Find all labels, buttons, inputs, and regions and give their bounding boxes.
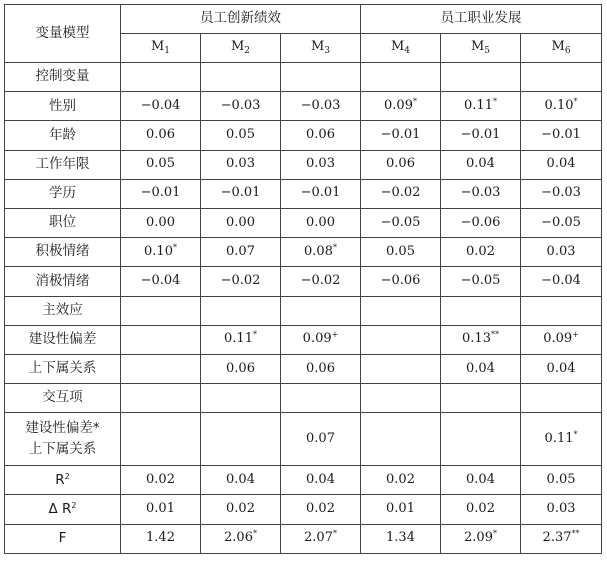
cell: −0.02 bbox=[201, 267, 281, 296]
table-row bbox=[5, 179, 602, 208]
cell: 0.02 bbox=[201, 495, 281, 524]
cell: 0.01 bbox=[361, 495, 441, 524]
cell: 0.06 bbox=[121, 121, 201, 150]
cell: 0.05 bbox=[121, 150, 201, 179]
cell: 0.02 bbox=[441, 495, 521, 524]
cell: 0.03 bbox=[201, 150, 281, 179]
row-label: $R^2$ bbox=[5, 466, 121, 495]
cell: 0.11* bbox=[521, 413, 602, 466]
model-header: $M_3$ bbox=[281, 34, 361, 63]
cell: −0.03 bbox=[521, 179, 602, 208]
cell bbox=[521, 384, 602, 413]
table-row bbox=[5, 63, 602, 92]
row-label: 建设性偏差 bbox=[5, 325, 121, 354]
cell bbox=[441, 384, 521, 413]
cell bbox=[281, 384, 361, 413]
cell: 0.05 bbox=[361, 238, 441, 267]
cell: 0.04 bbox=[521, 354, 602, 383]
cell: 0.10* bbox=[121, 238, 201, 267]
cell: 0.04 bbox=[281, 466, 361, 495]
cell bbox=[441, 296, 521, 325]
cell: 2.07* bbox=[281, 524, 361, 553]
cell bbox=[361, 296, 441, 325]
cell: 0.09+ bbox=[521, 325, 602, 354]
cell bbox=[121, 296, 201, 325]
cell: 0.02 bbox=[121, 466, 201, 495]
cell bbox=[521, 63, 602, 92]
cell: 0.04 bbox=[201, 466, 281, 495]
table-row bbox=[5, 92, 602, 121]
table-row bbox=[5, 208, 602, 237]
cell: 0.06 bbox=[281, 121, 361, 150]
cell: 0.02 bbox=[441, 238, 521, 267]
table-body bbox=[5, 63, 602, 413]
cell: −0.02 bbox=[281, 267, 361, 296]
cell bbox=[441, 63, 521, 92]
cell bbox=[121, 413, 201, 466]
model-header: $M_2$ bbox=[201, 34, 281, 63]
cell: −0.05 bbox=[521, 208, 602, 237]
cell bbox=[361, 325, 441, 354]
table-row bbox=[5, 354, 602, 383]
cell: 0.03 bbox=[521, 495, 602, 524]
cell: −0.01 bbox=[361, 121, 441, 150]
cell: −0.01 bbox=[121, 179, 201, 208]
cell bbox=[281, 63, 361, 92]
row-label: 交互项 bbox=[5, 384, 121, 413]
cell: −0.03 bbox=[281, 92, 361, 121]
cell: 0.00 bbox=[201, 208, 281, 237]
cell: −0.05 bbox=[361, 208, 441, 237]
row-label: 建设性偏差* 上下属关系 bbox=[5, 413, 121, 466]
table-row bbox=[5, 267, 602, 296]
cell: −0.03 bbox=[201, 92, 281, 121]
table-row bbox=[5, 296, 602, 325]
cell: 0.03 bbox=[281, 150, 361, 179]
cell: 0.00 bbox=[121, 208, 201, 237]
table-row bbox=[5, 238, 602, 267]
cell: 0.04 bbox=[521, 150, 602, 179]
row-label: 学历 bbox=[5, 179, 121, 208]
cell: −0.04 bbox=[121, 267, 201, 296]
table-row bbox=[5, 466, 602, 495]
table-row bbox=[5, 150, 602, 179]
cell: −0.01 bbox=[441, 121, 521, 150]
cell bbox=[441, 413, 521, 466]
model-header: $M_5$ bbox=[441, 34, 521, 63]
table-row bbox=[5, 413, 602, 466]
cell: 1.42 bbox=[121, 524, 201, 553]
cell: −0.01 bbox=[521, 121, 602, 150]
cell: −0.05 bbox=[441, 267, 521, 296]
cell: 0.04 bbox=[441, 466, 521, 495]
row-label: 控制变量 bbox=[5, 63, 121, 92]
cell: 0.05 bbox=[521, 466, 602, 495]
cell: 0.06 bbox=[361, 150, 441, 179]
table-row bbox=[5, 384, 602, 413]
row-label: 工作年限 bbox=[5, 150, 121, 179]
table-row bbox=[5, 121, 602, 150]
regression-table bbox=[4, 4, 602, 554]
cell bbox=[201, 296, 281, 325]
cell: 2.37** bbox=[521, 524, 602, 553]
cell: 2.09* bbox=[441, 524, 521, 553]
fit-body bbox=[5, 466, 602, 554]
cell bbox=[521, 296, 602, 325]
cell: 0.05 bbox=[201, 121, 281, 150]
cell: 0.00 bbox=[281, 208, 361, 237]
cell: −0.01 bbox=[281, 179, 361, 208]
cell: 0.10* bbox=[521, 92, 602, 121]
cell bbox=[201, 384, 281, 413]
cell: 0.08* bbox=[281, 238, 361, 267]
cell: 0.06 bbox=[201, 354, 281, 383]
row-label: 消极情绪 bbox=[5, 267, 121, 296]
cell bbox=[361, 413, 441, 466]
cell: 0.02 bbox=[361, 466, 441, 495]
group-header-career: 员工职业发展 bbox=[361, 5, 602, 34]
cell: 2.06* bbox=[201, 524, 281, 553]
row-label: 上下属关系 bbox=[5, 354, 121, 383]
cell: 0.02 bbox=[281, 495, 361, 524]
corner-header: 变量模型 bbox=[5, 5, 121, 63]
model-header: $M_4$ bbox=[361, 34, 441, 63]
cell: 0.07 bbox=[281, 413, 361, 466]
cell: 1.34 bbox=[361, 524, 441, 553]
cell: 0.04 bbox=[441, 354, 521, 383]
table-row bbox=[5, 325, 602, 354]
row-label: 职位 bbox=[5, 208, 121, 237]
cell bbox=[121, 325, 201, 354]
cell bbox=[361, 354, 441, 383]
cell bbox=[281, 296, 361, 325]
cell: 0.06 bbox=[281, 354, 361, 383]
table-row bbox=[5, 524, 602, 553]
table-row bbox=[5, 495, 602, 524]
cell: 0.11* bbox=[201, 325, 281, 354]
cell: −0.04 bbox=[521, 267, 602, 296]
row-label: 积极情绪 bbox=[5, 238, 121, 267]
group-header-innovation: 员工创新绩效 bbox=[121, 5, 361, 34]
cell: 0.04 bbox=[441, 150, 521, 179]
row-label: 年龄 bbox=[5, 121, 121, 150]
cell: −0.03 bbox=[441, 179, 521, 208]
cell: 0.07 bbox=[201, 238, 281, 267]
row-label: Δ $R^2$ bbox=[5, 495, 121, 524]
row-label: 主效应 bbox=[5, 296, 121, 325]
cell: −0.06 bbox=[441, 208, 521, 237]
cell bbox=[201, 63, 281, 92]
cell bbox=[201, 413, 281, 466]
cell: −0.01 bbox=[201, 179, 281, 208]
cell: −0.04 bbox=[121, 92, 201, 121]
model-header: $M_1$ bbox=[121, 34, 201, 63]
row-label: 性别 bbox=[5, 92, 121, 121]
cell: 0.09+ bbox=[281, 325, 361, 354]
cell: 0.03 bbox=[521, 238, 602, 267]
cell: 0.11* bbox=[441, 92, 521, 121]
cell: 0.01 bbox=[121, 495, 201, 524]
cell bbox=[121, 63, 201, 92]
model-header: $M_6$ bbox=[521, 34, 602, 63]
cell bbox=[121, 354, 201, 383]
cell: 0.13** bbox=[441, 325, 521, 354]
cell: −0.02 bbox=[361, 179, 441, 208]
cell bbox=[361, 63, 441, 92]
cell: 0.09* bbox=[361, 92, 441, 121]
cell bbox=[121, 384, 201, 413]
interaction-body bbox=[5, 413, 602, 466]
cell: −0.06 bbox=[361, 267, 441, 296]
row-label: F bbox=[5, 524, 121, 553]
cell bbox=[361, 384, 441, 413]
